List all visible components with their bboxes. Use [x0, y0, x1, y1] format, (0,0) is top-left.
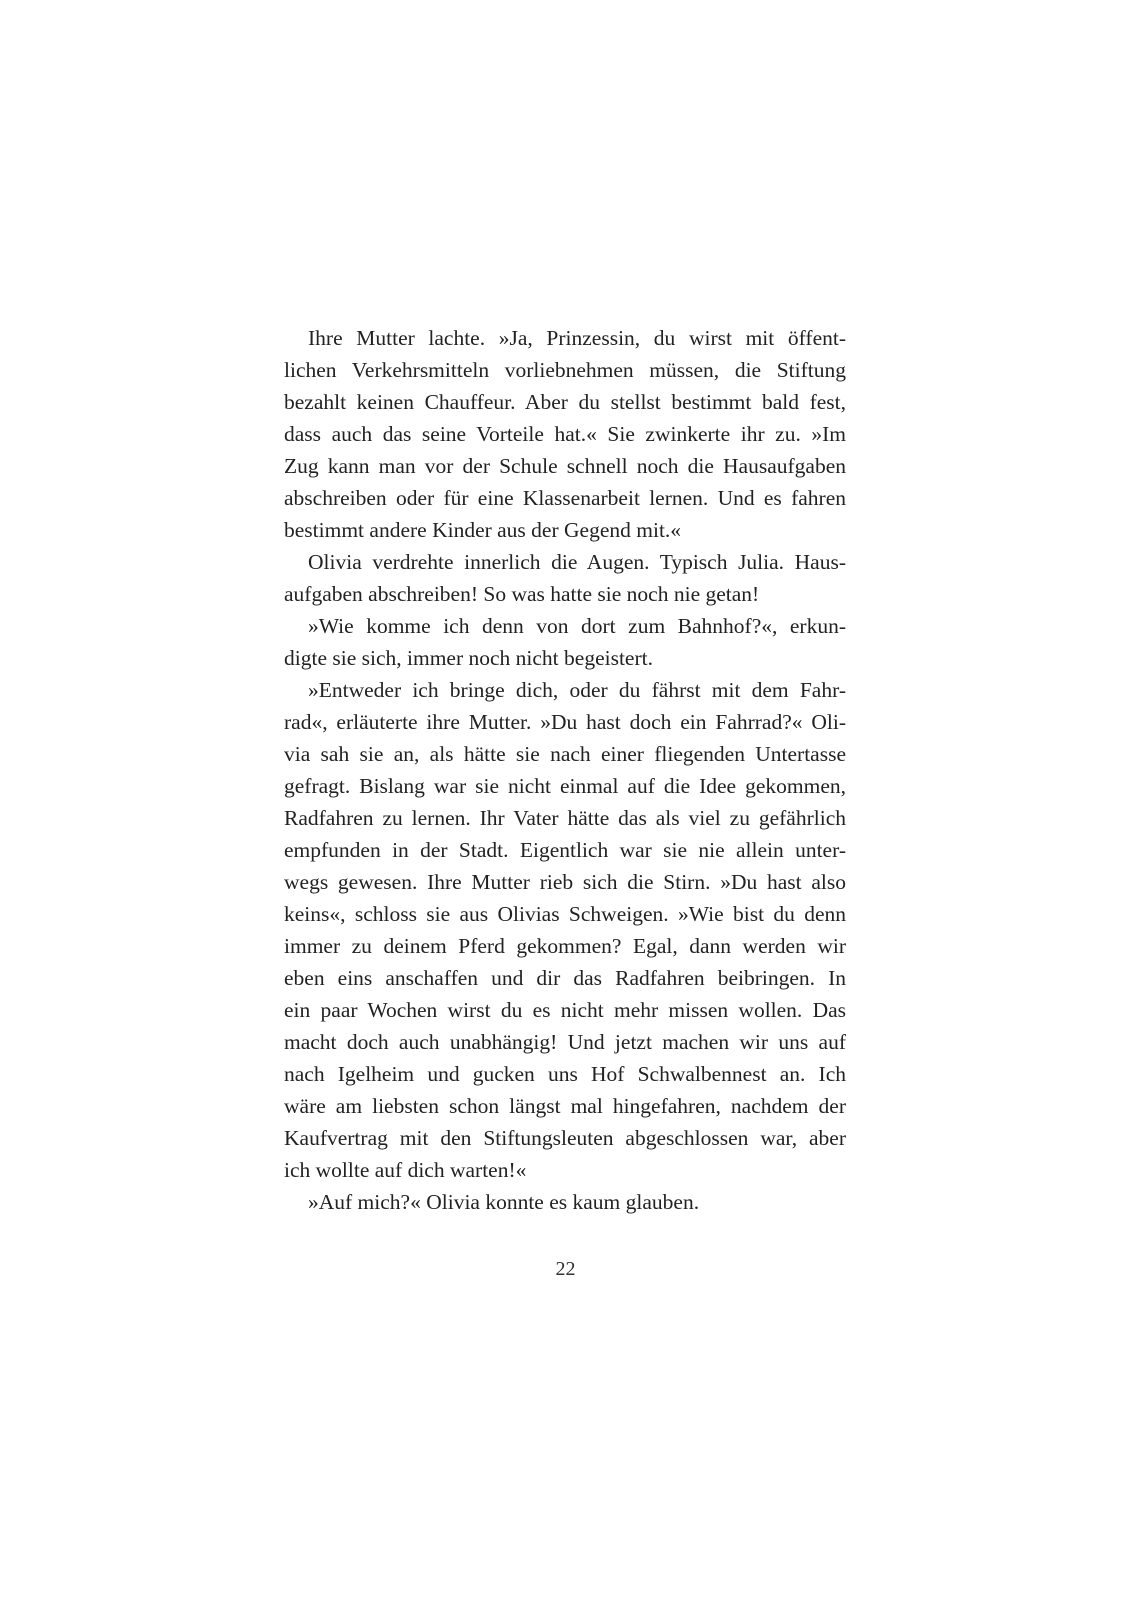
text-line: »Wie komme ich denn von dort zum Bahnhof?«, erkun- — [308, 614, 846, 638]
text-line: via sah sie an, als hätte sie nach einer fliegenden Untertasse — [284, 742, 846, 766]
text-line: digte sie sich, immer noch nicht begeistert. — [284, 646, 653, 670]
body-text — [284, 322, 846, 1218]
text-line: aufgaben abschreiben! So was hatte sie noch nie getan! — [284, 582, 760, 606]
text-line: gefragt. Bislang war sie nicht einmal auf die Idee gekommen, — [284, 774, 846, 798]
text-line: empfunden in der Stadt. Eigentlich war sie nie allein unter- — [284, 838, 846, 862]
text-line: Kaufvertrag mit den Stiftungsleuten abgeschlossen war, aber — [284, 1126, 846, 1150]
text-line: Ihre Mutter lachte. »Ja, Prinzessin, du wirst mit öffent- — [308, 326, 846, 350]
text-line: abschreiben oder für eine Klassenarbeit lernen. Und es fahren — [284, 486, 846, 510]
text-line: keins«, schloss sie aus Olivias Schweigen. »Wie bist du denn — [284, 902, 846, 926]
text-line: wegs gewesen. Ihre Mutter rieb sich die Stirn. »Du hast also — [284, 870, 846, 894]
text-line: Zug kann man vor der Schule schnell noch die Hausaufgaben — [284, 454, 846, 478]
page-number: 22 — [555, 1258, 576, 1280]
text-line: Radfahren zu lernen. Ihr Vater hätte das als viel zu gefährlich — [284, 806, 846, 830]
text-line: dass auch das seine Vorteile hat.« Sie zwinkerte ihr zu. »Im — [284, 422, 846, 446]
text-line: bestimmt andere Kinder aus der Gegend mit.« — [284, 518, 682, 542]
text-line: ein paar Wochen wirst du es nicht mehr missen wollen. Das — [284, 998, 846, 1022]
text-line: »Entweder ich bringe dich, oder du fährst mit dem Fahr- — [308, 678, 846, 702]
text-line: Olivia verdrehte innerlich die Augen. Typisch Julia. Haus- — [308, 550, 846, 574]
text-line: immer zu deinem Pferd gekommen? Egal, dann werden wir — [284, 934, 846, 958]
text-line: nach Igelheim und gucken uns Hof Schwalbennest an. Ich — [284, 1062, 846, 1086]
text-line: macht doch auch unabhängig! Und jetzt machen wir uns auf — [284, 1030, 846, 1054]
text-line: lichen Verkehrsmitteln vorliebnehmen müssen, die Stiftung — [284, 358, 846, 382]
text-line: rad«, erläuterte ihre Mutter. »Du hast doch ein Fahrrad?« Oli- — [284, 710, 846, 734]
text-line: »Auf mich?« Olivia konnte es kaum glauben. — [308, 1190, 700, 1214]
text-line: ich wollte auf dich warten!« — [284, 1158, 527, 1182]
text-line: wäre am liebsten schon längst mal hingefahren, nachdem der — [284, 1094, 846, 1118]
text-line: bezahlt keinen Chauffeur. Aber du stellst bestimmt bald fest, — [284, 390, 846, 414]
text-line: eben eins anschaffen und dir das Radfahren beibringen. In — [284, 966, 846, 990]
